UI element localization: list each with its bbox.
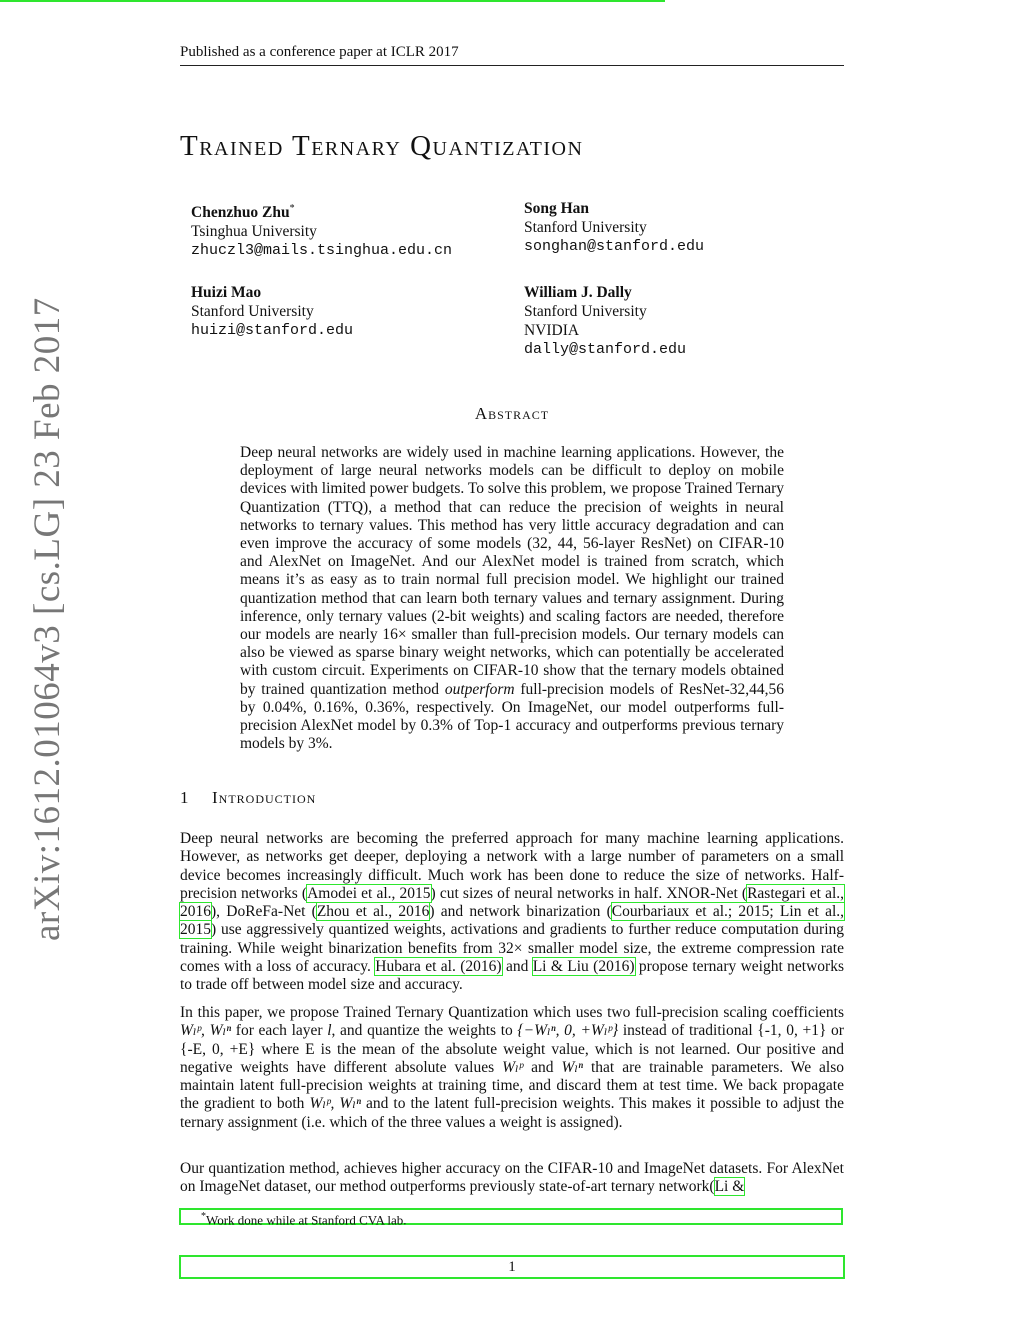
author-block-3 xyxy=(191,283,353,340)
author-email[interactable]: huizi@stanford.edu xyxy=(191,322,354,339)
citation-link[interactable]: Hubara et al. (2016) xyxy=(375,958,502,976)
top-accent-bar xyxy=(0,0,665,2)
author-email[interactable]: songhan@stanford.edu xyxy=(524,238,705,255)
author-name: Huizi Mao xyxy=(191,284,262,301)
paragraph-text: Deep neural networks are becoming the preferred approach for many machine learning applications. However, as networks get deeper, deploying a network with a large number of parameters on a small device becomes increasingly difficult. Much work has been done to reduce the size of networks. Half-precision networks ( xyxy=(180,830,844,902)
author-block-4 xyxy=(524,283,686,359)
running-header: Published as a conference paper at ICLR 2017 xyxy=(180,44,459,60)
paragraph-text: and xyxy=(501,958,533,976)
citation-link[interactable]: Amodei et al., 2015 xyxy=(307,884,431,902)
paragraph-text: ), DoReFa-Net ( xyxy=(211,903,317,921)
paragraph-text: propose ternary weight networks to trade off between model size and accuracy. xyxy=(180,958,844,994)
paragraph-text: , and quantize the weights to xyxy=(331,1022,518,1040)
citation-link[interactable]: Li & Liu (2016) xyxy=(532,958,635,976)
paragraph-text: for each layer xyxy=(231,1022,328,1040)
math-expression: l xyxy=(327,1022,332,1040)
paragraph-text: instead of traditional {-1, 0, +1} or {-E, 0, +E} where E is the mean of the absolute weight value, which is not learned. Our positive and negative weights have different absolute values xyxy=(180,1022,844,1076)
footnote-mark: * xyxy=(201,1211,206,1222)
author-affiliation: Tsinghua University xyxy=(191,223,317,241)
paragraph-text: and xyxy=(523,1058,562,1076)
header-rule xyxy=(180,65,844,66)
paragraph-text: that are trainable parameters. We also maintain latent full-precision weights at training time, and discard them at test time. We back propagate the gradient to both xyxy=(180,1058,845,1113)
author-block-2 xyxy=(524,199,704,256)
author-email[interactable]: dally@stanford.edu xyxy=(524,341,687,358)
author-affiliation: Stanford University xyxy=(191,303,314,320)
math-expression: {−Wₗⁿ, 0, +Wₗᵖ} xyxy=(517,1022,619,1040)
page-number[interactable]: 1 xyxy=(179,1255,845,1279)
citation-link[interactable]: Rastegari et al., 2016 xyxy=(180,884,845,921)
author-name: Chenzhuo Zhu xyxy=(191,204,290,222)
citation-link[interactable]: Zhou et al., 2016 xyxy=(316,903,430,921)
author-affiliation-2: NVIDIA xyxy=(524,322,580,339)
section-number: 1 xyxy=(180,788,189,807)
abstract-emphasis: outperform xyxy=(444,680,515,698)
author-block-1 xyxy=(191,199,452,260)
math-expression: Wₗⁿ xyxy=(561,1058,584,1076)
citation-link[interactable]: Courbariaux et al.; 2015; Lin et al., 2015 xyxy=(180,903,845,939)
paper-title: Trained Ternary Quantization xyxy=(180,130,584,162)
author-email[interactable]: zhuczl3@mails.tsinghua.edu.cn xyxy=(191,242,453,260)
abstract-part: full-precision models of ResNet-32,44,56 by 0.04%, 0.16%, 0.36%, respectively. On ImageNet, our model outperforms full-precision AlexNet model by 0.3% of Top-1 accuracy and outperforms previous ternary models by 3%. xyxy=(240,680,784,753)
math-expression: Wₗᵖ xyxy=(502,1058,524,1076)
abstract-part: Deep neural networks are widely used in machine learning applications. However, the deployment of large neural networks models can be difficult to deploy on mobile devices with limited power budgets. To solve this problem, we propose Trained Ternary Quantization (TTQ), a method that can reduce the precision of weights in neural networks to ternary values. This method has very little accuracy degradation and can even improve the accuracy of some models (32, 44, 56-layer ResNet) on CIFAR-10 and AlexNet on ImageNet. And our AlexNet model is trained from scratch, which means it’s as easy as to train normal full precision model. We highlight our trained quantization method that can learn both ternary values and ternary assignment. During inference, only ternary values (2-bit weights) and scaling factors are needed, therefore our models are nearly 16× smaller than full-precision models. Our ternary models can also be viewed as sparse binary weight networks, which can potentially be accelerated with custom circuit. Experiments on CIFAR-10 show that the ternary models obtained by trained quantization method xyxy=(240,444,784,698)
arxiv-stamp: arXiv:1612.01064v3 [cs.LG] 23 Feb 2017 xyxy=(27,297,68,941)
paragraph-text: Our quantization method, achieves higher accuracy on the CIFAR-10 and ImageNet datasets. For AlexNet on ImageNet dataset, our method outperforms previously state-of-art ternary network( xyxy=(180,1160,844,1196)
author-name: William J. Dally xyxy=(524,284,632,301)
citation-link[interactable]: Li & xyxy=(714,1178,745,1196)
author-affiliation: Stanford University xyxy=(524,303,647,320)
paragraph-text: ) and network binarization ( xyxy=(429,903,612,921)
paragraph-text: In this paper, we propose Trained Ternary Quantization which uses two full-precision scaling coefficients xyxy=(180,1004,844,1021)
abstract-heading: Abstract xyxy=(474,404,550,423)
paragraph-text: ) cut sizes of neural networks in half. XNOR-Net ( xyxy=(430,884,748,902)
footnote-text: Work done while at Stanford CVA lab. xyxy=(206,1212,407,1228)
paragraph-text: and to the latent full-precision weights. This makes it possible to adjust the ternary assignment (i.e. which of the three values a weight is assigned). xyxy=(180,1095,844,1131)
paragraph-text: ) use aggressively quantized weights, activations and gradients to further reduce computation during training. While weight binarization benefits from 32× smaller model size, the extreme compression rate comes with a loss of accuracy. xyxy=(180,921,844,976)
author-footnote-mark[interactable]: * xyxy=(289,203,295,214)
abstract-text xyxy=(240,444,784,753)
author-name: Song Han xyxy=(524,200,590,217)
math-expression: Wₗᵖ, Wₗⁿ xyxy=(180,1022,232,1040)
math-expression: Wₗᵖ, Wₗⁿ xyxy=(309,1095,361,1113)
footnote[interactable] xyxy=(179,1208,843,1228)
intro-paragraph-3 xyxy=(180,1160,844,1197)
intro-paragraph-1 xyxy=(180,830,844,995)
intro-paragraph-2 xyxy=(180,1004,844,1132)
section-heading-introduction xyxy=(180,788,316,808)
author-affiliation: Stanford University xyxy=(524,219,647,236)
section-title: Introduction xyxy=(212,788,317,807)
